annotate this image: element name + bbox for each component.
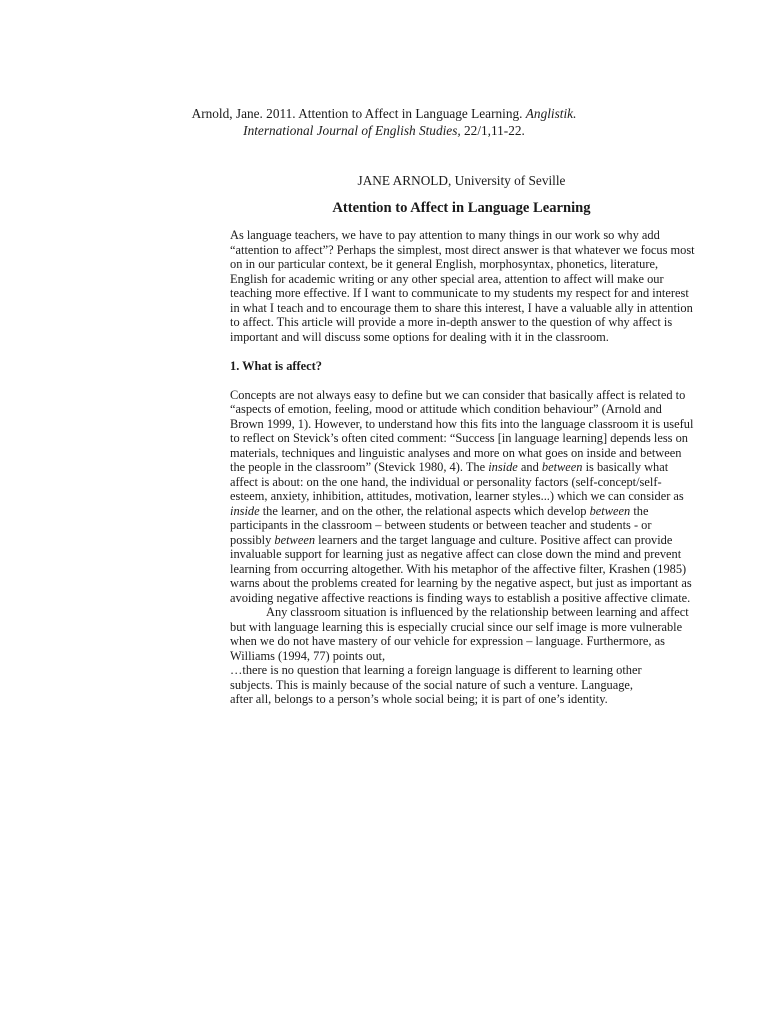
author-line: JANE ARNOLD, University of Seville (357, 173, 566, 188)
section1-paragraph-1: Concepts are not always easy to define but we can consider that basically affect is related to “aspects of emotion, feeling, mood or attitude which condition behaviour” (Arnold and Brown 1999, 1). However, to understand how this fits into the language classroom it is useful to reflect on Stevick’s often cited comment: “Success [in language learning] depends less on materials, techniques and linguistic analyses and more on what goes on inside and between the people in the classroom” (Stevick 1980, 4). The inside and between is basically what affect is about: on the one hand, the individual or personality factors (self-concept/self-esteem, anxiety, inhibition, attitudes, motivation, learner styles...) which we can consider as inside the learner, and on the other, the relational aspects which develop between the participants in the classroom – between students or between teacher and students - or possibly between learners and the target language and culture. Positive affect can provide invaluable support for learning just as negative affect can close down the mind and prevent learning from occurring altogether. With his metaphor of the affective filter, Krashen (1985) warns about the problems created for learning by the negative aspect, but just as important as avoiding negative affective reactions is finding ways to establish a positive affective climate. (230, 387, 694, 605)
citation-line-2: International Journal of English Studies, 22/1,11-22. (243, 123, 525, 138)
journal-subtitle: International Journal of English Studies, (243, 123, 461, 138)
section1-paragraph-2: Any classroom situation is influenced by the relationship between learning and affect but with language learning this is especially crucial since our self image is more vulnerable when we do not have mastery of our vehicle for expression – language. Furthermore, as Williams (1994, 77) points out, (230, 605, 689, 663)
citation-line-1: Arnold, Jane. 2011. Attention to Affect in Language Learning. Anglistik. (191, 106, 577, 121)
block-quote: …there is no question that learning a foreign language is different to learning other subjects. This is mainly because of the social nature of such a venture. Language, after all, belongs to a person’s whole social being; it is part of one’s identity. (230, 663, 642, 706)
citation-block (0, 105, 768, 139)
article-title: Attention to Affect in Language Learning (332, 200, 591, 216)
article-body (230, 228, 695, 721)
journal-name: Anglistik. (525, 106, 577, 121)
section-heading: 1. What is affect? (230, 358, 322, 373)
intro-paragraph: As language teachers, we have to pay attention to many things in our work so why add “attention to affect”? Perhaps the simplest, most direct answer is that whatever we focus most on in our particular context, be it general English, morphosyntax, phonetics, literature, English for academic writing or any other special area, attention to affect will make our teaching more effective. If I want to communicate to my students my respect for and interest in what I teach and to encourage them to share this interest, I have a valuable ally in attention to affect. This article will provide a more in-depth answer to the question of why affect is important and will discuss some options for dealing with it in the classroom. (230, 228, 695, 344)
